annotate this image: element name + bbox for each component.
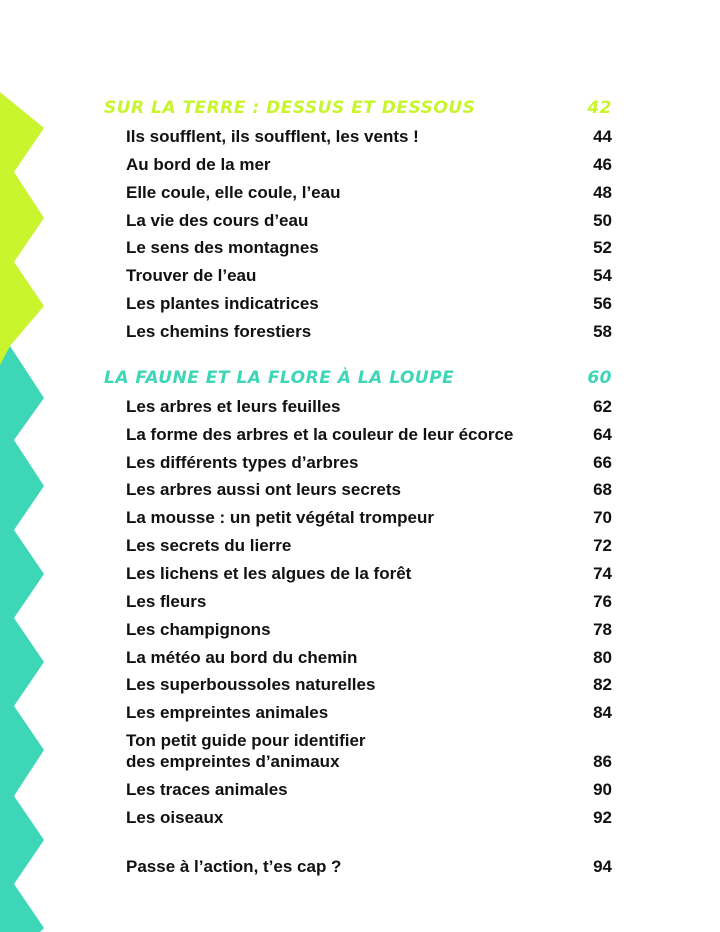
toc-entry[interactable] (126, 807, 612, 828)
toc-entry-label: La forme des arbres et la couleur de leur écorce (126, 425, 514, 444)
toc-entry[interactable] (126, 779, 612, 800)
toc-entry-label: Les plantes indicatrices (126, 294, 319, 313)
toc-entry-label: Les oiseaux (126, 808, 224, 827)
toc-entry-label: La vie des cours d’eau (126, 211, 309, 230)
toc-entry[interactable] (126, 396, 612, 417)
toc-entry-page: 68 (593, 480, 612, 499)
toc-entry-page: 62 (593, 397, 612, 416)
toc-entry-page: 44 (593, 127, 612, 146)
toc-entry-page: 66 (593, 453, 612, 472)
toc-entry-label: Les chemins forestiers (126, 322, 312, 341)
toc-entry-page: 80 (593, 648, 612, 667)
toc-entry-page: 76 (593, 592, 612, 611)
toc-entry-page: 78 (593, 620, 612, 639)
toc-entry[interactable] (126, 591, 612, 612)
toc-entry[interactable] (126, 321, 612, 342)
toc-entry[interactable] (126, 479, 612, 500)
toc-entry-page: 64 (593, 425, 612, 444)
toc-entry-label: Ton petit guide pour identifier des empreintes d’animaux (126, 731, 366, 771)
zigzag-lime-band (0, 92, 44, 365)
toc-entry-page: 52 (593, 238, 612, 257)
toc-entry-label: Les champignons (126, 620, 271, 639)
section-page-number: 60 (587, 368, 612, 388)
section-title-terre[interactable] (104, 96, 612, 120)
toc-entry-page: 84 (593, 703, 612, 722)
toc-entry-label: Les arbres et leurs feuilles (126, 397, 341, 416)
toc-entry-final[interactable] (126, 856, 612, 877)
toc-entry-label: Les différents types d’arbres (126, 453, 359, 472)
toc-entry-label: Les arbres aussi ont leurs secrets (126, 480, 401, 499)
toc-entry-page: 46 (593, 155, 612, 174)
toc-entry[interactable] (126, 126, 612, 147)
section-title-faune-flore[interactable] (104, 366, 612, 390)
toc-entry-label: Trouver de l’eau (126, 266, 257, 285)
toc-entry-label: Les traces animales (126, 780, 288, 799)
zigzag-teal-band (0, 346, 44, 932)
toc-entry-page: 74 (593, 564, 612, 583)
toc-entry-label: Le sens des montagnes (126, 238, 319, 257)
toc-entry[interactable] (126, 424, 612, 445)
toc-entry-label: Ils soufflent, ils soufflent, les vents ! (126, 127, 419, 146)
toc-entry[interactable] (126, 730, 612, 772)
toc-entry-page: 86 (593, 752, 612, 771)
toc-entry[interactable] (126, 265, 612, 286)
toc-entry[interactable] (126, 507, 612, 528)
toc-entry[interactable] (126, 619, 612, 640)
toc-entry[interactable] (126, 702, 612, 723)
toc-entry[interactable] (126, 293, 612, 314)
toc-entry-page: 90 (593, 780, 612, 799)
toc-entry-label: La météo au bord du chemin (126, 648, 358, 667)
toc-entry-label: La mousse : un petit végétal trompeur (126, 508, 434, 527)
toc-entry[interactable] (126, 535, 612, 556)
toc-entry[interactable] (126, 210, 612, 231)
toc-entry-label: Les superboussoles naturelles (126, 675, 376, 694)
toc-entry-page: 54 (593, 266, 612, 285)
toc-entry-label: Passe à l’action, t’es cap ? (126, 857, 342, 876)
section-page-number: 42 (587, 98, 612, 118)
section-title-text: LA FAUNE ET LA FLORE À LA LOUPE (104, 368, 455, 388)
toc-entry-label: Les fleurs (126, 592, 207, 611)
toc-entry-page: 56 (593, 294, 612, 313)
zigzag-border (0, 0, 60, 932)
toc-entry-page: 82 (593, 675, 612, 694)
toc-entry[interactable] (126, 563, 612, 584)
toc-entry[interactable] (126, 237, 612, 258)
toc-entry-page: 48 (593, 183, 612, 202)
toc-entry-label: Les empreintes animales (126, 703, 329, 722)
toc-entry-page: 94 (593, 857, 612, 876)
toc-entry-label: Les lichens et les algues de la forêt (126, 564, 412, 583)
toc-entry-label: Les secrets du lierre (126, 536, 292, 555)
toc-entry-page: 92 (593, 808, 612, 827)
toc-entry-label: Elle coule, elle coule, l’eau (126, 183, 341, 202)
section-title-text: SUR LA TERRE : DESSUS ET DESSOUS (104, 98, 476, 118)
toc-entry[interactable] (126, 647, 612, 668)
toc-entry-page: 58 (593, 322, 612, 341)
toc-entry[interactable] (126, 452, 612, 473)
toc-entry[interactable] (126, 154, 612, 175)
toc-entry[interactable] (126, 674, 612, 695)
toc-entry-page: 72 (593, 536, 612, 555)
toc-entry-page: 70 (593, 508, 612, 527)
toc-entry-label: Au bord de la mer (126, 155, 271, 174)
toc-entry-page: 50 (593, 211, 612, 230)
toc-entry[interactable] (126, 182, 612, 203)
